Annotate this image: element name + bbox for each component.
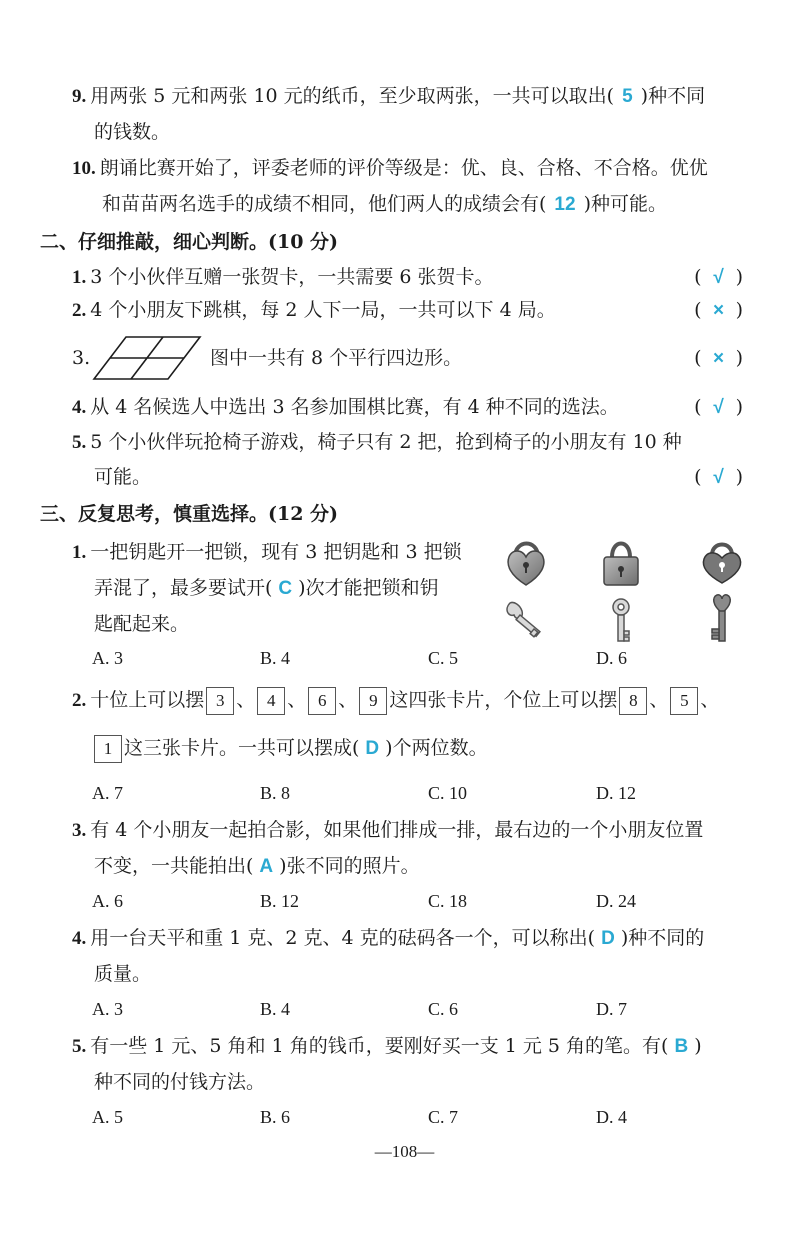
choice-q4-line2: 质量。 [94,963,152,985]
choice-q5-option-b: B. 6 [260,1107,291,1127]
choice-q3-answer: A [259,856,274,877]
choice-q5-answer: B [674,1036,689,1057]
choice-q2-answer: D [365,738,380,759]
choice-q2-line2: 1 这三张卡片。一共可以摆成( D )个两位数。 [92,734,488,763]
section-heading-2: 二、仔细推敲，细心判断。(10 分) [40,231,339,253]
judge-answer-2: ( × ) [694,299,743,321]
choice-q1-option-c: C. 5 [428,648,459,668]
choice-q3-line1: 3. 有 4 个小朋友一起拍合影，如果他们排成一排，最右边的一个小朋友位置 [72,819,704,841]
section-heading-3: 三、反复思考，慎重选择。(12 分) [40,503,339,525]
choice-q5-option-d: D. 4 [596,1107,627,1127]
choice-q4-answer: D [601,928,615,949]
choice-q4-option-d: D. 7 [596,999,627,1019]
choice-q4-option-b: B. 4 [260,999,291,1019]
q9-answer: 5 [622,86,633,107]
choice-q1-option-a: A. 3 [92,648,123,668]
choice-q1-option-b: B. 4 [260,648,291,668]
page-number: —108— [374,1142,435,1161]
locks-and-keys-illustration [500,535,750,650]
q9-line2: 的钱数。 [94,121,171,143]
judge-item-4: 4. 从 4 名候选人中选出 3 名参加围棋比赛，有 4 种不同的选法。 [72,396,619,418]
q10-line1: 10. 朗诵比赛开始了，评委老师的评价等级是：优、良、合格、不合格。优优 [72,157,708,179]
choice-q4-option-a: A. 3 [92,999,123,1019]
choice-q1-line3: 匙配起来。 [94,613,190,635]
tens-card: 4 [257,687,285,715]
choice-q3-option-c: C. 18 [428,891,468,911]
choice-q5-option-a: A. 5 [92,1107,123,1127]
q10-line2: 和苗苗两名选手的成绩不相同，他们两人的成绩会有( 12 )种可能。 [102,193,667,215]
heart-lock-icon [508,544,544,586]
judge-item-3-num: 3. [72,347,91,369]
tens-card: 9 [359,687,387,715]
choice-q2-option-a: A. 7 [92,783,123,803]
judge-answer-3: ( × ) [694,347,743,369]
judge-item-5-line2: 可能。 [94,466,152,488]
choice-q1-option-d: D. 6 [596,648,627,668]
choice-q5-line2: 种不同的付钱方法。 [94,1071,266,1093]
choice-q3-option-b: B. 12 [260,891,300,911]
parallelogram-figure [92,335,202,381]
choice-q5-line1: 5. 有一些 1 元、5 角和 1 角的钱币，要刚好买一支 1 元 5 角的笔。有( B ) [72,1035,702,1057]
judge-answer-5: ( √ ) [694,466,743,488]
heart-key-icon [507,602,540,636]
choice-q4-line1: 4. 用一台天平和重 1 克、2 克、4 克的砝码各一个，可以称出( D )种不同的 [72,927,705,949]
heart-padlock-icon [703,545,740,584]
choice-q1-line2: 弄混了，最多要试开( C )次才能把锁和钥 [94,577,439,599]
q10-answer: 12 [554,194,576,215]
padlock-icon [604,544,638,586]
judge-item-2: 2. 4 个小朋友下跳棋，每 2 人下一局，一共可以下 4 局。 [72,299,556,321]
choice-q2-option-c: C. 10 [428,783,468,803]
choice-q5-option-c: C. 7 [428,1107,459,1127]
ornate-key-icon [613,599,629,641]
choice-q1-line1: 1. 一把钥匙开一把锁，现有 3 把钥匙和 3 把锁 [72,541,462,563]
choice-q1-answer: C [278,578,293,599]
choice-q2-option-d: D. 12 [596,783,636,803]
tens-card: 6 [308,687,336,715]
judge-item-3: 图中一共有 8 个平行四边形。 [210,347,463,369]
judge-answer-1: ( √ ) [694,266,743,288]
choice-q3-option-a: A. 6 [92,891,123,911]
tens-card: 3 [206,687,234,715]
choice-q2-option-b: B. 8 [260,783,291,803]
heart-bow-key-icon [712,595,730,641]
choice-q2-line1: 2. 十位上可以摆 3 、 4 、 6 、 9 这四张卡片，个位上可以摆 8 、 5 、 [72,686,719,715]
choice-q3-option-d: D. 24 [596,891,636,911]
choice-q3-line2: 不变，一共能拍出( A )张不同的照片。 [94,855,420,877]
judge-answer-4: ( √ ) [694,396,743,418]
ones-card: 8 [619,687,647,715]
judge-item-1: 1. 3 个小伙伴互赠一张贺卡，一共需要 6 张贺卡。 [72,266,494,288]
q9-line1: 9. 用两张 5 元和两张 10 元的纸币，至少取两张，一共可以取出( 5 )种不同 [72,85,706,107]
ones-card: 5 [670,687,698,715]
ones-card: 1 [94,735,122,763]
judge-item-5: 5. 5 个小伙伴玩抢椅子游戏，椅子只有 2 把，抢到椅子的小朋友有 10 种 [72,431,682,453]
choice-q4-option-c: C. 6 [428,999,459,1019]
